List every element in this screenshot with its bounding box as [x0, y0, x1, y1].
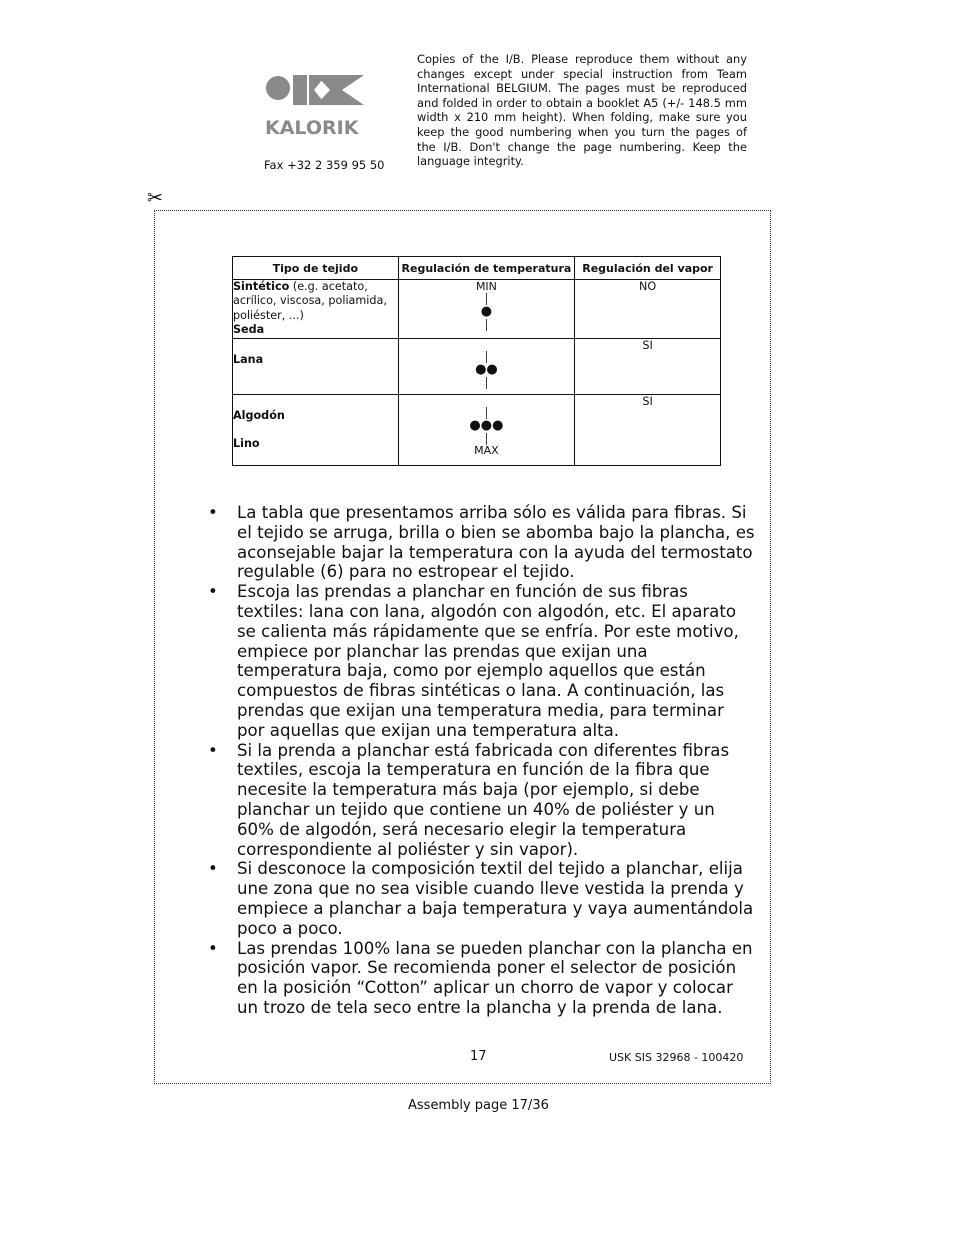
fabric-name: Algodón [233, 408, 285, 422]
table-row [233, 280, 721, 339]
fabric-cell [233, 338, 399, 394]
bullet-icon: • [208, 859, 218, 879]
scale-tick [486, 433, 487, 445]
fabric-cell [233, 280, 399, 339]
bullet-icon: • [208, 503, 218, 522]
page-number: 17 [470, 1049, 487, 1064]
min-label: MIN [475, 280, 497, 293]
max-label: MAX [474, 443, 499, 457]
fabric-name: Lino [233, 437, 260, 451]
scale-tick [486, 351, 487, 363]
list-item [208, 859, 756, 938]
reproduction-notice: Copies of the I/B. Please reproduce them without any changes except under special instruction from Team International BELGIUM. The pages must be reproduced and folded in order to obtain a booklet A5 (+/- 148.5 mm width x 210 mm height). When folding, make sure you keep the good numbering when you turn the pages of the I/B. Don't change the page numbering. Keep the language integrity. [417, 52, 747, 169]
bullet-icon: • [208, 938, 218, 958]
bullet-icon: • [208, 740, 218, 760]
list-item-text: Si desconoce la composición textil del tejido a planchar, elija une zona que no sea visible cuando lleve vestida la prenda y empiece a planchar a baja temperatura y vaya aumentándola poco a poco. [237, 859, 754, 938]
steam-cell: SI [575, 338, 721, 394]
ironing-table [232, 256, 721, 466]
header-temperature: Regulación de temperatura [398, 257, 575, 280]
scale-tick [486, 319, 487, 331]
assembly-page-label: Assembly page 17/36 [408, 1098, 549, 1113]
list-item-text: Si la prenda a planchar está fabricada con diferentes fibras textiles, escoja la temperatura en función de la fibra que necesite la temperatura más baja (por ejemplo, si debe planchar un tejido que contiene un 40% de poliéster y un 60% de algodón, será necesario elegir la temperatura correspondiente al poliéster y sin vapor). [237, 740, 730, 859]
fabric-name: Seda [233, 323, 265, 337]
fabric-cell [233, 394, 399, 465]
temperature-cell [398, 394, 575, 465]
fabric-details: (e.g. acetato, acrílico, viscosa, poliamida, poliéster, ...) [233, 280, 387, 322]
list-item [208, 582, 756, 740]
temperature-dots: ● [480, 304, 493, 319]
scale-tick [486, 407, 487, 419]
temperature-dots: ●●● [469, 417, 504, 433]
fax-number: Fax +32 2 359 95 50 [264, 158, 385, 172]
list-item-text: Las prendas 100% lana se pueden planchar con la plancha en posición vapor. Se recomienda poner el selector de posición en la posición “Cotton” aplicar un chorro de vapor y colocar un trozo de tela seco entre la plancha y la prenda de lana. [237, 938, 753, 1017]
list-item [208, 939, 756, 1018]
table-row [233, 338, 721, 394]
kalorik-logo [264, 72, 366, 138]
scale-tick [486, 377, 487, 389]
table-header-row [233, 257, 721, 280]
list-item-text: Escoja las prendas a planchar en función de sus fibras textiles: lana con lana, algodón con algodón, etc. El aparato se calienta más rápidamente que se enfría. Por este motivo, empiece por planchar las prendas que exijan una temperatura baja, como por ejemplo aquellos que están compuestos de fibras sintéticas o lana. A continuación, las prendas que exijan una temperatura media, para terminar por aquellas que exijan una temperatura alta. [237, 582, 739, 740]
scissors-icon: ✂ [147, 187, 163, 209]
steam-cell: NO [575, 280, 721, 339]
list-item [208, 741, 756, 860]
fabric-name: Sintético [233, 280, 290, 293]
instructions-list [208, 503, 756, 1018]
fabric-name: Lana [233, 352, 264, 366]
document-reference: USK SIS 32968 - 100420 [609, 1051, 744, 1064]
steam-cell: SI [575, 394, 721, 465]
temperature-dots: ●● [475, 361, 498, 377]
list-item [208, 503, 756, 582]
header-fabric: Tipo de tejido [233, 257, 399, 280]
svg-text:KALORIK: KALORIK [265, 117, 359, 138]
header-steam: Regulación del vapor [575, 257, 721, 280]
table-row [233, 394, 721, 465]
bullet-icon: • [208, 582, 218, 602]
list-item-text: La tabla que presentamos arriba sólo es válida para fibras. Si el tejido se arruga, brilla o bien se abomba bajo la plancha, es aconsejable bajar la temperatura con la ayuda del termostato regulable (6) para no estropear el tejido. [237, 503, 755, 582]
temperature-cell [398, 280, 575, 339]
temperature-cell [398, 338, 575, 394]
